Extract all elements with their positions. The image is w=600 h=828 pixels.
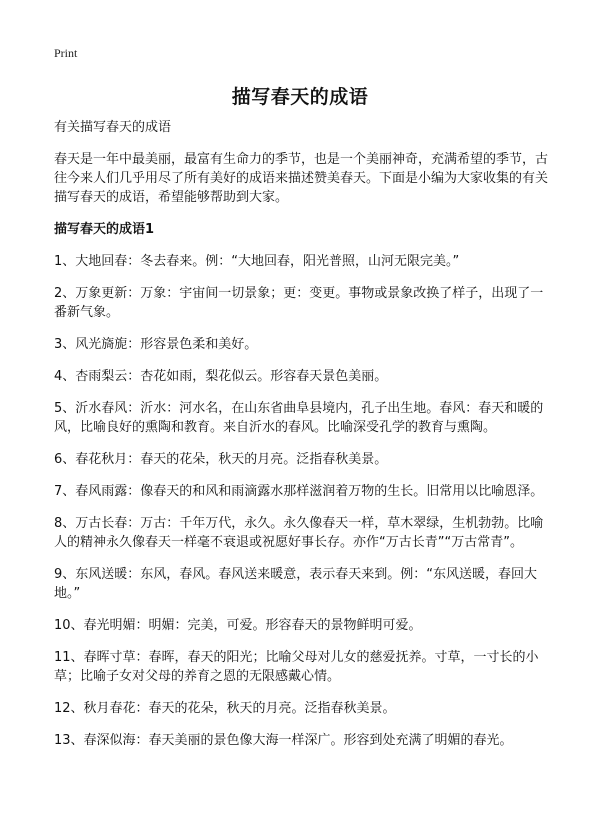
idiom-item: 13、春深似海：春天美丽的景色像大海一样深广。形容到处充满了明媚的春光。 [54, 733, 513, 748]
idiom-item: 11、春晖寸草：春晖，春天的阳光；比喻父母对儿女的慈爱抚养。寸草，一寸长的小草；比喻子女对父母的养育之恩的无限感戴心情。 [54, 650, 539, 684]
idiom-item: 3、风光旖旎：形容景色柔和美好。 [54, 337, 258, 352]
idiom-item: 6、春花秋月：春天的花朵，秋天的月亮。泛指春秋美景。 [54, 452, 388, 467]
idiom-item: 8、万古长春：万古：千年万代，永久。永久像春天一样，草木翠绿，生机勃勃。比喻人的精神永久像春天一样毫不衰退或祝愿好事长存。亦作“万古长青”“万古常青”。 [54, 516, 544, 550]
idiom-item: 4、杏雨梨云：杏花如雨，梨花似云。形容春天景色美丽。 [54, 369, 388, 384]
idiom-item: 1、大地回春：冬去春来。例：“大地回春，阳光普照，山河无限完美。” [54, 254, 460, 269]
idiom-item: 10、春光明媚：明媚：完美，可爱。形容春天的景物鲜明可爱。 [54, 618, 422, 633]
idiom-item: 5、沂水春风：沂水：河水名，在山东省曲阜县境内，孔子出生地。春风：春天和暖的风，比喻良好的熏陶和教育。来自沂水的春风。比喻深受孔学的教育与熏陶。 [54, 401, 544, 435]
intro-paragraph: 春天是一年中最美丽，最富有生命力的季节，也是一个美丽神奇，充满希望的季节，古往今来人们几乎用尽了所有美好的成语来描述赞美春天。下面是小编为大家收集的有关描写春天的成语，希望能够帮助到大家。 [54, 152, 549, 205]
section-heading: 描写春天的成语1 [54, 222, 155, 237]
article-subtitle: 有关描写春天的成语 [54, 120, 172, 135]
print-link[interactable]: Print [54, 46, 78, 60]
page-title: 描写春天的成语 [231, 86, 369, 108]
idiom-item: 2、万象更新：万象：宇宙间一切景象；更：变更。事物或景象改换了样子，出现了一番新气象。 [54, 286, 544, 320]
idiom-item: 7、春风雨露：像春天的和风和雨滴露水那样滋润着万物的生长。旧常用以比喻恩泽。 [54, 484, 544, 499]
idiom-item: 12、秋月春花：春天的花朵，秋天的月亮。泛指春秋美景。 [54, 701, 396, 716]
idiom-item: 9、东风送暖：东风，春风。春风送来暖意，表示春天来到。例：“东风送暖，春回大地。” [54, 567, 538, 601]
article-body [54, 118, 550, 763]
